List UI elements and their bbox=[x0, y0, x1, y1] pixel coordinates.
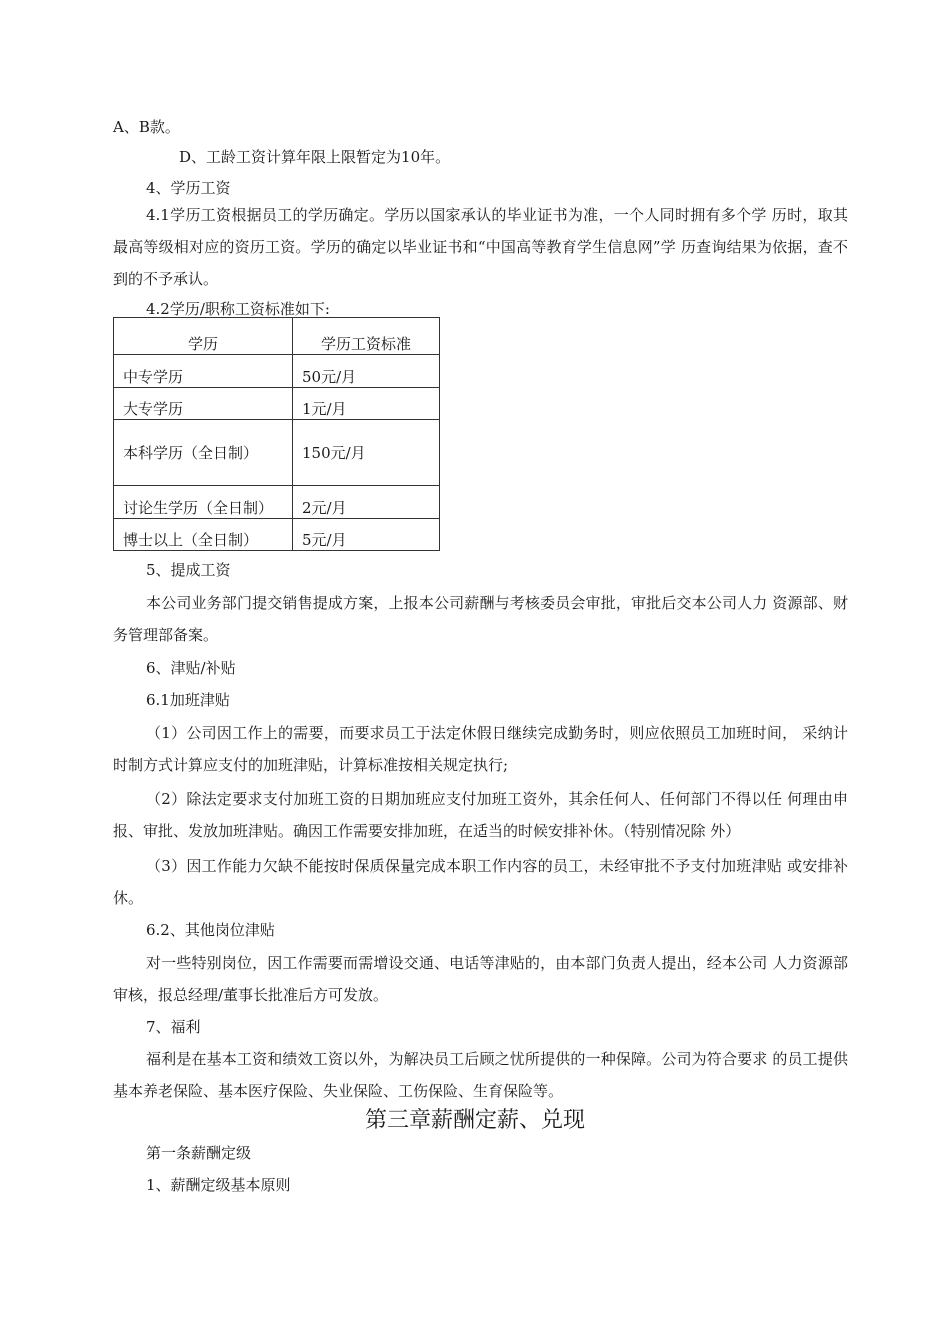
paragraph: 福利是在基本工资和绩效工资以外，为解决员工后顾之忧所提供的一种保障。公司为符合要求 的员工提供基本养老保险、基本医疗保险、失业保险、工伤保险、生育保险等。 bbox=[113, 1050, 848, 1100]
paragraph: 本公司业务部门提交销售提成方案，上报本公司薪酬与考核委员会审批，审批后交本公司人力 资源部、财务管理部备案。 bbox=[113, 594, 848, 644]
education-salary-table bbox=[113, 317, 440, 551]
table-header-cell: 学历工资标准 bbox=[293, 318, 440, 355]
paragraph: 对一些特别岗位，因工作需要而需增设交通、电话等津贴的，由本部门负责人提出，经本公司 人力资源部审核，报总经理/董事长批准后方可发放。 bbox=[113, 954, 848, 1004]
table-cell: 中专学历 bbox=[114, 355, 293, 388]
table-header-cell: 学历 bbox=[114, 318, 293, 355]
chapter-title: 第三章薪酬定薪、兑现 bbox=[364, 1108, 585, 1133]
subsection-heading: 6.1加班津贴 bbox=[146, 691, 230, 709]
paragraph: （3）因工作能力欠缺不能按时保质保量完成本职工作内容的员工，未经审批不予支付加班津贴 或安排补休。 bbox=[113, 857, 848, 907]
section-heading: 6、津贴/补贴 bbox=[146, 659, 236, 677]
text-line: A、B款。 bbox=[113, 118, 180, 136]
table-cell: 2元/月 bbox=[293, 486, 440, 519]
table-row bbox=[114, 519, 440, 551]
table-header-row bbox=[114, 318, 440, 355]
table-cell: 讨论生学历（全日制） bbox=[114, 486, 293, 519]
table-cell: 大专学历 bbox=[114, 388, 293, 420]
table-cell: 博士以上（全日制） bbox=[114, 519, 293, 551]
table-cell: 150元/月 bbox=[293, 420, 440, 486]
paragraph: （1）公司因工作上的需要，而要求员工于法定休假日继续完成勤务时，则应依照员工加班时间， 采纳计时制方式计算应支付的加班津贴，计算标准按相关规定执行; bbox=[113, 724, 848, 774]
table-row bbox=[114, 486, 440, 519]
subsection-heading: 6.2、其他岗位津贴 bbox=[146, 921, 275, 939]
table-row bbox=[114, 388, 440, 420]
text-line: 4.2学历/职称工资标准如下: bbox=[146, 300, 330, 318]
paragraph: 4.1学历工资根据员工的学历确定。学历以国家承认的毕业证书为准，一个人同时拥有多个学 历时，取其最高等级相对应的资历工资。学历的确定以毕业证书和“中国高等教育学生信息网”学 历查询结果为依据，查不到的不予承认。 bbox=[113, 206, 848, 288]
table-cell: 1元/月 bbox=[293, 388, 440, 420]
section-heading: 4、学历工资 bbox=[146, 179, 231, 197]
text-line: D、工龄工资计算年限上限暂定为10年。 bbox=[179, 148, 451, 166]
text-line: 1、薪酬定级基本原则 bbox=[146, 1176, 291, 1194]
paragraph: （2）除法定要求支付加班工资的日期加班应支付加班工资外，其余任何人、任何部门不得以任 何理由申报、审批、发放加班津贴。确因工作需要安排加班，在适当的时候安排补休。（特别情况除 外） bbox=[113, 790, 848, 840]
table-cell: 5元/月 bbox=[293, 519, 440, 551]
table-cell: 本科学历（全日制） bbox=[114, 420, 293, 486]
table-row bbox=[114, 355, 440, 388]
table-cell: 50元/月 bbox=[293, 355, 440, 388]
table-row bbox=[114, 420, 440, 486]
section-heading: 5、提成工资 bbox=[146, 561, 231, 579]
article-heading: 第一条薪酬定级 bbox=[146, 1144, 252, 1162]
section-heading: 7、福利 bbox=[146, 1018, 201, 1036]
